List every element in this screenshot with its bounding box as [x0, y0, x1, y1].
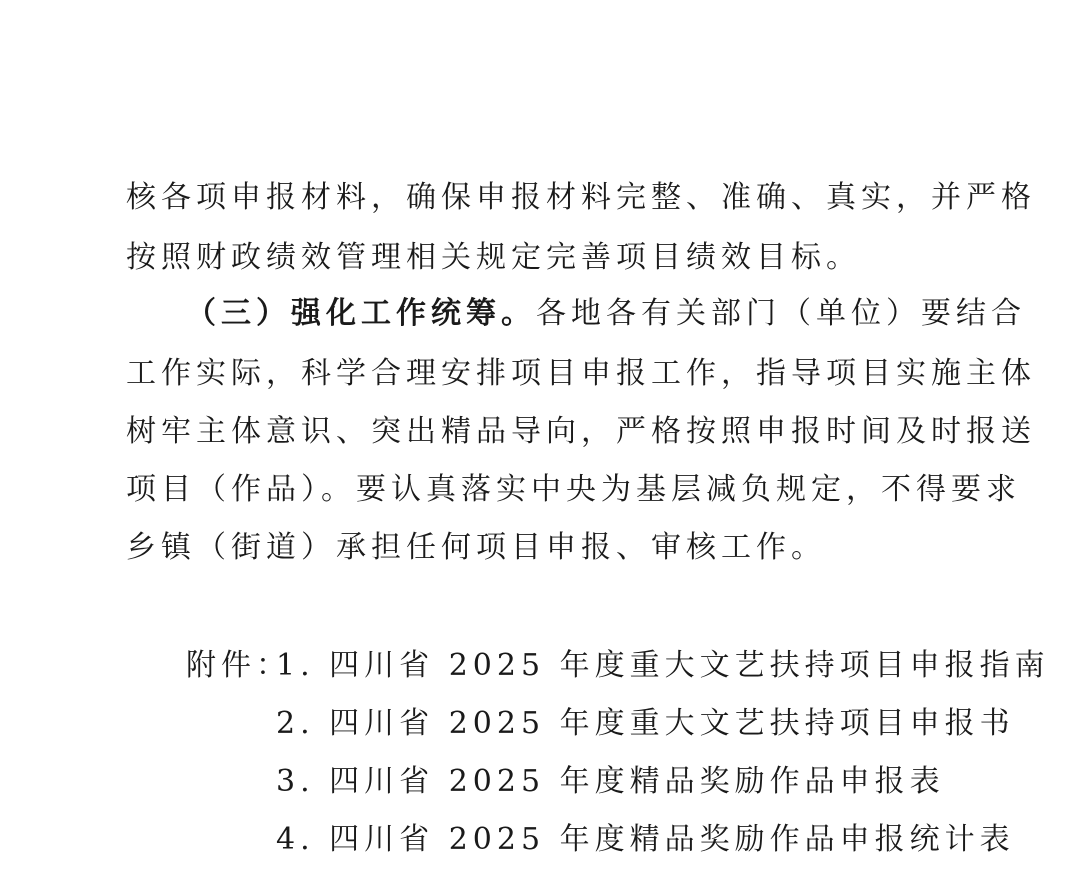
- paragraph-line: 按照财政绩效管理相关规定完善项目绩效目标。: [126, 240, 861, 275]
- attachment-item-3: 3. 四川省 2025 年度精品奖励作品申报表: [276, 764, 945, 799]
- section-paragraph-first-line: [186, 294, 1026, 334]
- attachment-item-4: 4. 四川省 2025 年度精品奖励作品申报统计表: [276, 822, 1015, 857]
- paragraph-line: 项目（作品）。要认真落实中央为基层减负规定，不得要求: [126, 472, 1021, 507]
- paragraph-line: 工作实际，科学合理安排项目申报工作，指导项目实施主体: [126, 356, 1036, 391]
- paragraph-line: 核各项申报材料，确保申报材料完整、准确、真实，并严格: [126, 180, 1036, 215]
- paragraph-line: 乡镇（街道）承担任何项目申报、审核工作。: [126, 530, 826, 565]
- attachments-label: 附件：: [186, 648, 291, 683]
- paragraph-line: 树牢主体意识、突出精品导向，严格按照申报时间及时报送: [126, 414, 1036, 449]
- attachment-item-1: 1. 四川省 2025 年度重大文艺扶持项目申报指南: [276, 648, 1050, 683]
- section-heading: （三）强化工作统筹。: [186, 296, 536, 331]
- paragraph-text: 各地各有关部门（单位）要结合: [536, 296, 1026, 331]
- attachment-item-2: 2. 四川省 2025 年度重大文艺扶持项目申报书: [276, 706, 1015, 741]
